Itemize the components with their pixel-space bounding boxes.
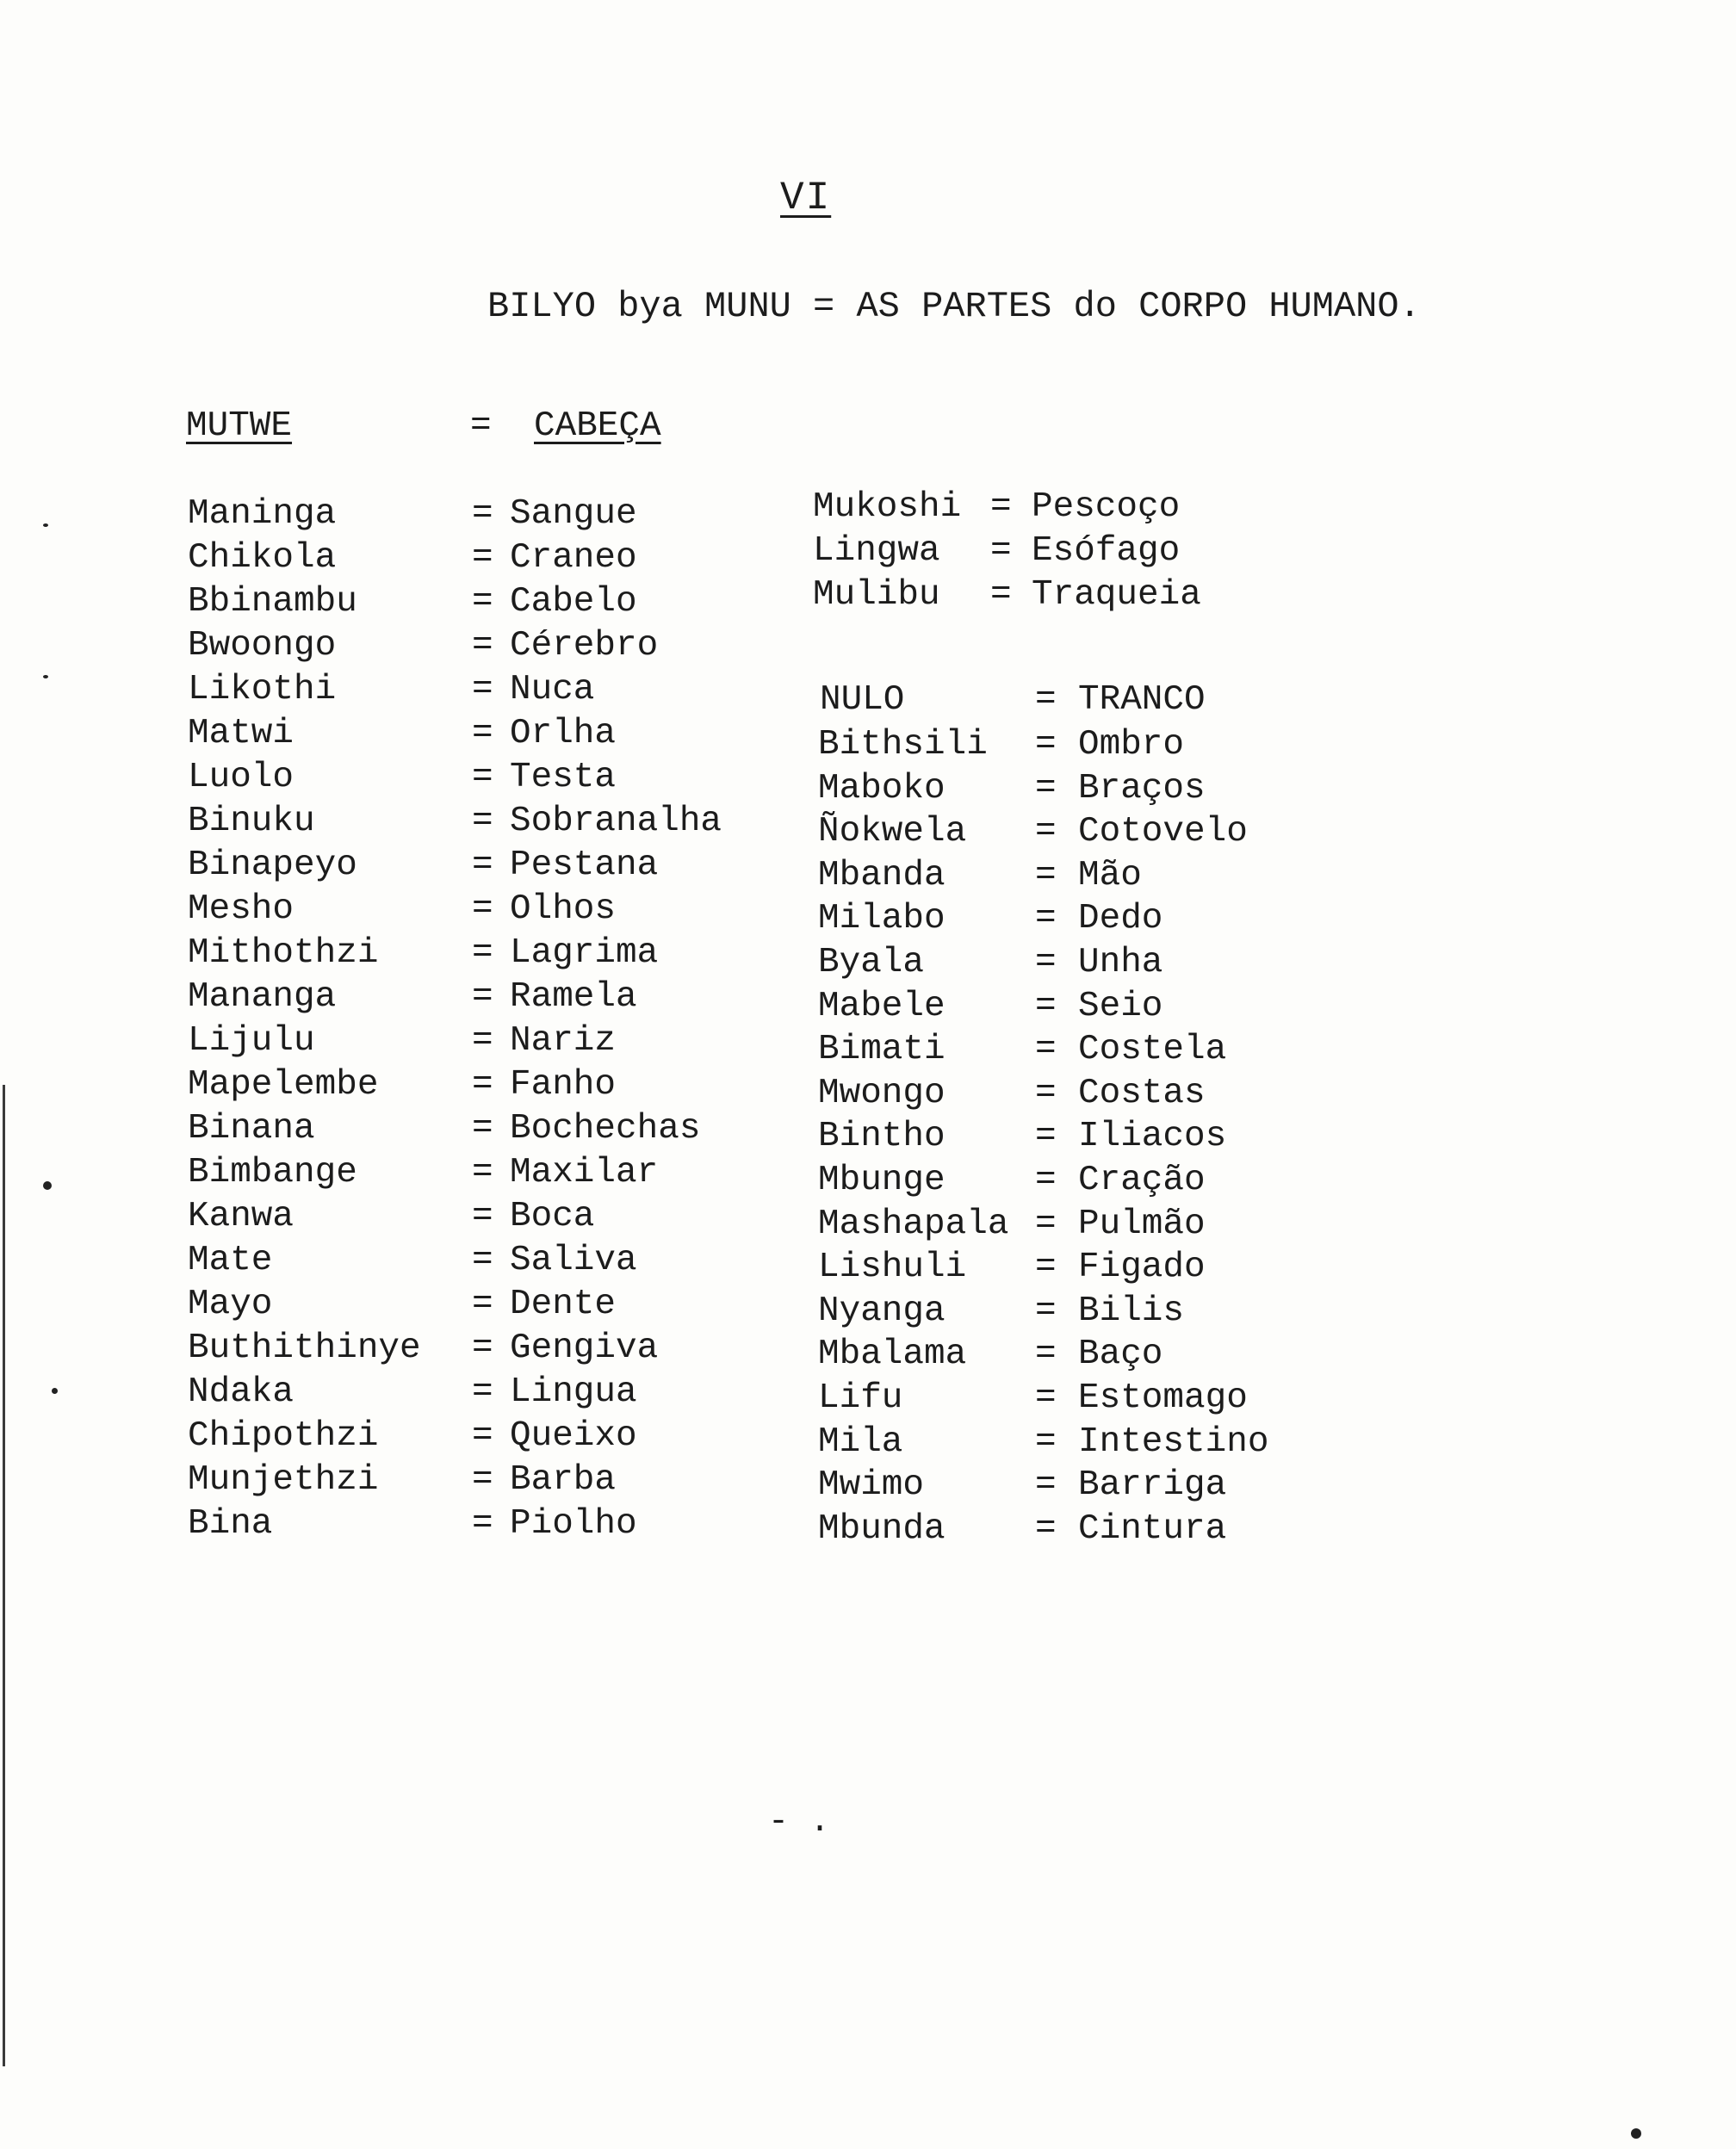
vocab-term: Ñokwela	[818, 812, 967, 852]
vocab-gloss: Seio	[1078, 986, 1163, 1026]
equals-sign: =	[472, 1153, 493, 1192]
vocab-term: Mithothzi	[188, 933, 379, 973]
vocab-term: Mananga	[188, 977, 337, 1017]
equals-sign: =	[472, 1241, 493, 1280]
vocab-gloss: Queixo	[510, 1416, 637, 1456]
vocab-term: Mbunge	[818, 1161, 946, 1200]
vocab-term: Mila	[818, 1421, 903, 1462]
equals-sign: =	[472, 1285, 493, 1324]
equals-sign: =	[1035, 1465, 1057, 1506]
vocab-gloss: Craneo	[510, 538, 637, 578]
equals-sign: =	[472, 582, 493, 622]
vocab-gloss: Gengiva	[510, 1328, 659, 1368]
scan-speck	[43, 675, 48, 678]
vocab-term: Bintho	[818, 1117, 946, 1157]
vocab-term: Mbalama	[818, 1335, 967, 1375]
vocab-gloss: Sobranalha	[510, 802, 722, 841]
vocab-gloss: Saliva	[510, 1241, 637, 1280]
equals-sign: =	[472, 1416, 493, 1456]
equals-sign: =	[472, 1504, 493, 1544]
equals-sign: =	[472, 1197, 493, 1236]
equals-sign: =	[1035, 943, 1057, 982]
header-gloss: CABEÇA	[534, 406, 661, 446]
vocab-term: Binapeyo	[188, 845, 357, 885]
equals-sign: =	[1035, 1248, 1057, 1288]
equals-sign: =	[472, 1109, 493, 1149]
vocab-term: Mbanda	[818, 855, 946, 895]
equals-sign: =	[472, 538, 493, 578]
vocab-term: Mayo	[188, 1285, 273, 1324]
equals-sign: =	[472, 1021, 493, 1061]
vocab-term: Mesho	[188, 889, 294, 929]
equals-sign: =	[1035, 899, 1057, 939]
vocab-term: Buthithinye	[188, 1328, 421, 1368]
equals-sign: =	[1035, 725, 1057, 765]
vocab-gloss: Cabelo	[510, 582, 637, 622]
equals-sign: =	[472, 1328, 493, 1368]
vocab-term: Ndaka	[188, 1372, 294, 1412]
vocab-gloss: Figado	[1078, 1248, 1206, 1288]
scan-margin-line	[3, 1085, 5, 2066]
equals-sign: =	[472, 494, 493, 534]
vocab-term: Likothi	[188, 670, 337, 709]
vocab-gloss: Orlha	[510, 714, 617, 753]
vocab-gloss: Iliacos	[1078, 1117, 1227, 1157]
vocab-term: Kanwa	[188, 1197, 294, 1236]
vocab-gloss: Estomago	[1078, 1378, 1248, 1418]
vocab-term: Binana	[188, 1109, 315, 1149]
equals-sign: =	[470, 406, 492, 446]
vocab-term: Mukoshi	[813, 487, 962, 527]
equals-sign: =	[990, 531, 1012, 571]
vocab-gloss: Pescoço	[1032, 487, 1181, 527]
equals-sign: =	[1035, 1421, 1057, 1462]
equals-sign: =	[1035, 1030, 1057, 1070]
vocab-gloss: Cotovelo	[1078, 812, 1248, 852]
vocab-gloss: Sangue	[510, 494, 637, 534]
vocab-gloss: Cérebro	[510, 626, 659, 666]
vocab-gloss: Pestana	[510, 845, 659, 885]
equals-sign: =	[472, 1065, 493, 1105]
equals-sign: =	[1035, 986, 1057, 1026]
vocab-gloss: Piolho	[510, 1504, 637, 1544]
equals-sign: =	[472, 845, 493, 885]
vocab-term: Mbunda	[818, 1508, 946, 1549]
equals-sign: =	[472, 758, 493, 797]
vocab-gloss: Costela	[1078, 1030, 1227, 1070]
vocab-term: Mapelembe	[188, 1065, 379, 1105]
equals-sign: =	[990, 487, 1012, 527]
vocab-gloss: Pulmão	[1078, 1204, 1206, 1244]
vocab-gloss: Nariz	[510, 1021, 617, 1061]
vocab-term: Bwoongo	[188, 626, 337, 666]
vocab-term: Chipothzi	[188, 1416, 379, 1456]
vocab-term: Mabele	[818, 986, 946, 1026]
equals-sign: =	[1035, 768, 1057, 808]
vocab-gloss: Fanho	[510, 1065, 617, 1105]
vocab-term: Nyanga	[818, 1291, 946, 1331]
equals-sign: =	[1035, 1117, 1057, 1157]
equals-sign: =	[990, 575, 1012, 615]
vocab-term: Lingwa	[813, 531, 940, 571]
page-title: BILYO bya MUNU = AS PARTES do CORPO HUMANO.	[487, 286, 1421, 327]
equals-sign: =	[472, 670, 493, 709]
vocab-term: Binuku	[188, 802, 315, 841]
vocab-term: Mate	[188, 1241, 273, 1280]
vocab-gloss: Ramela	[510, 977, 637, 1017]
scan-speck	[43, 523, 48, 527]
header-term: MUTWE	[186, 406, 293, 446]
vocab-term: Bimati	[818, 1030, 946, 1070]
footer-mark: - .	[768, 1803, 831, 1842]
equals-sign: =	[472, 1372, 493, 1412]
equals-sign: =	[1035, 1378, 1057, 1418]
vocab-term: Mwongo	[818, 1073, 946, 1113]
vocab-gloss: Traqueia	[1032, 575, 1201, 615]
equals-sign: =	[1035, 1291, 1057, 1331]
vocab-gloss: Mão	[1078, 855, 1142, 895]
vocab-term: Bithsili	[818, 725, 988, 765]
vocab-term: Luolo	[188, 758, 294, 797]
equals-sign: =	[472, 626, 493, 666]
equals-sign: =	[472, 977, 493, 1017]
vocab-term: Mulibu	[813, 575, 940, 615]
vocab-term: Lifu	[818, 1378, 903, 1418]
vocab-gloss: Nuca	[510, 670, 595, 709]
equals-sign: =	[1035, 1508, 1057, 1549]
equals-sign: =	[1035, 1073, 1057, 1113]
vocab-term: Munjethzi	[188, 1460, 379, 1500]
scan-speck	[1631, 2128, 1641, 2139]
vocab-gloss: Unha	[1078, 943, 1163, 982]
vocab-gloss: Costas	[1078, 1073, 1206, 1113]
vocab-gloss: Olhos	[510, 889, 617, 929]
equals-sign: =	[472, 933, 493, 973]
vocab-term: Bimbange	[188, 1153, 357, 1192]
equals-sign: =	[1035, 812, 1057, 852]
vocab-gloss: Lingua	[510, 1372, 637, 1412]
vocab-term: Bina	[188, 1504, 273, 1544]
vocab-term: Mwimo	[818, 1465, 925, 1506]
vocab-gloss: Barba	[510, 1460, 617, 1500]
vocab-gloss: Maxilar	[510, 1153, 659, 1192]
equals-sign: =	[472, 889, 493, 929]
equals-sign: =	[1035, 1161, 1057, 1200]
vocab-gloss: Baço	[1078, 1335, 1163, 1375]
vocab-gloss: Dente	[510, 1285, 617, 1324]
equals-sign: =	[1035, 855, 1057, 895]
vocab-gloss: Cintura	[1078, 1508, 1227, 1549]
vocab-gloss: Bochechas	[510, 1109, 701, 1149]
vocab-gloss: Boca	[510, 1197, 595, 1236]
scan-speck	[52, 1388, 58, 1394]
vocab-gloss: Bilis	[1078, 1291, 1185, 1331]
equals-sign: =	[472, 714, 493, 753]
vocab-gloss: Intestino	[1078, 1421, 1269, 1462]
vocab-term: Bbinambu	[188, 582, 357, 622]
vocab-term: Matwi	[188, 714, 294, 753]
equals-sign: =	[472, 802, 493, 841]
vocab-gloss: Lagrima	[510, 933, 659, 973]
vocab-gloss: Dedo	[1078, 899, 1163, 939]
header-term: NULO	[820, 680, 905, 720]
vocab-gloss: Testa	[510, 758, 617, 797]
vocab-term: Lijulu	[188, 1021, 315, 1061]
scan-speck	[43, 1181, 52, 1190]
vocab-term: Mashapala	[818, 1204, 1009, 1244]
header-gloss: TRANCO	[1078, 680, 1206, 720]
vocab-gloss: Braços	[1078, 768, 1206, 808]
vocab-gloss: Cração	[1078, 1161, 1206, 1200]
vocab-term: Milabo	[818, 899, 946, 939]
vocab-term: Chikola	[188, 538, 337, 578]
vocab-gloss: Ombro	[1078, 725, 1185, 765]
vocab-gloss: Esófago	[1032, 531, 1181, 571]
equals-sign: =	[1035, 680, 1057, 720]
page-number: VI	[780, 176, 832, 220]
vocab-term: Maboko	[818, 768, 946, 808]
vocab-gloss: Barriga	[1078, 1465, 1227, 1506]
equals-sign: =	[472, 1460, 493, 1500]
equals-sign: =	[1035, 1335, 1057, 1375]
vocab-term: Lishuli	[818, 1248, 967, 1288]
equals-sign: =	[1035, 1204, 1057, 1244]
vocab-term: Byala	[818, 943, 925, 982]
vocab-term: Maninga	[188, 494, 337, 534]
